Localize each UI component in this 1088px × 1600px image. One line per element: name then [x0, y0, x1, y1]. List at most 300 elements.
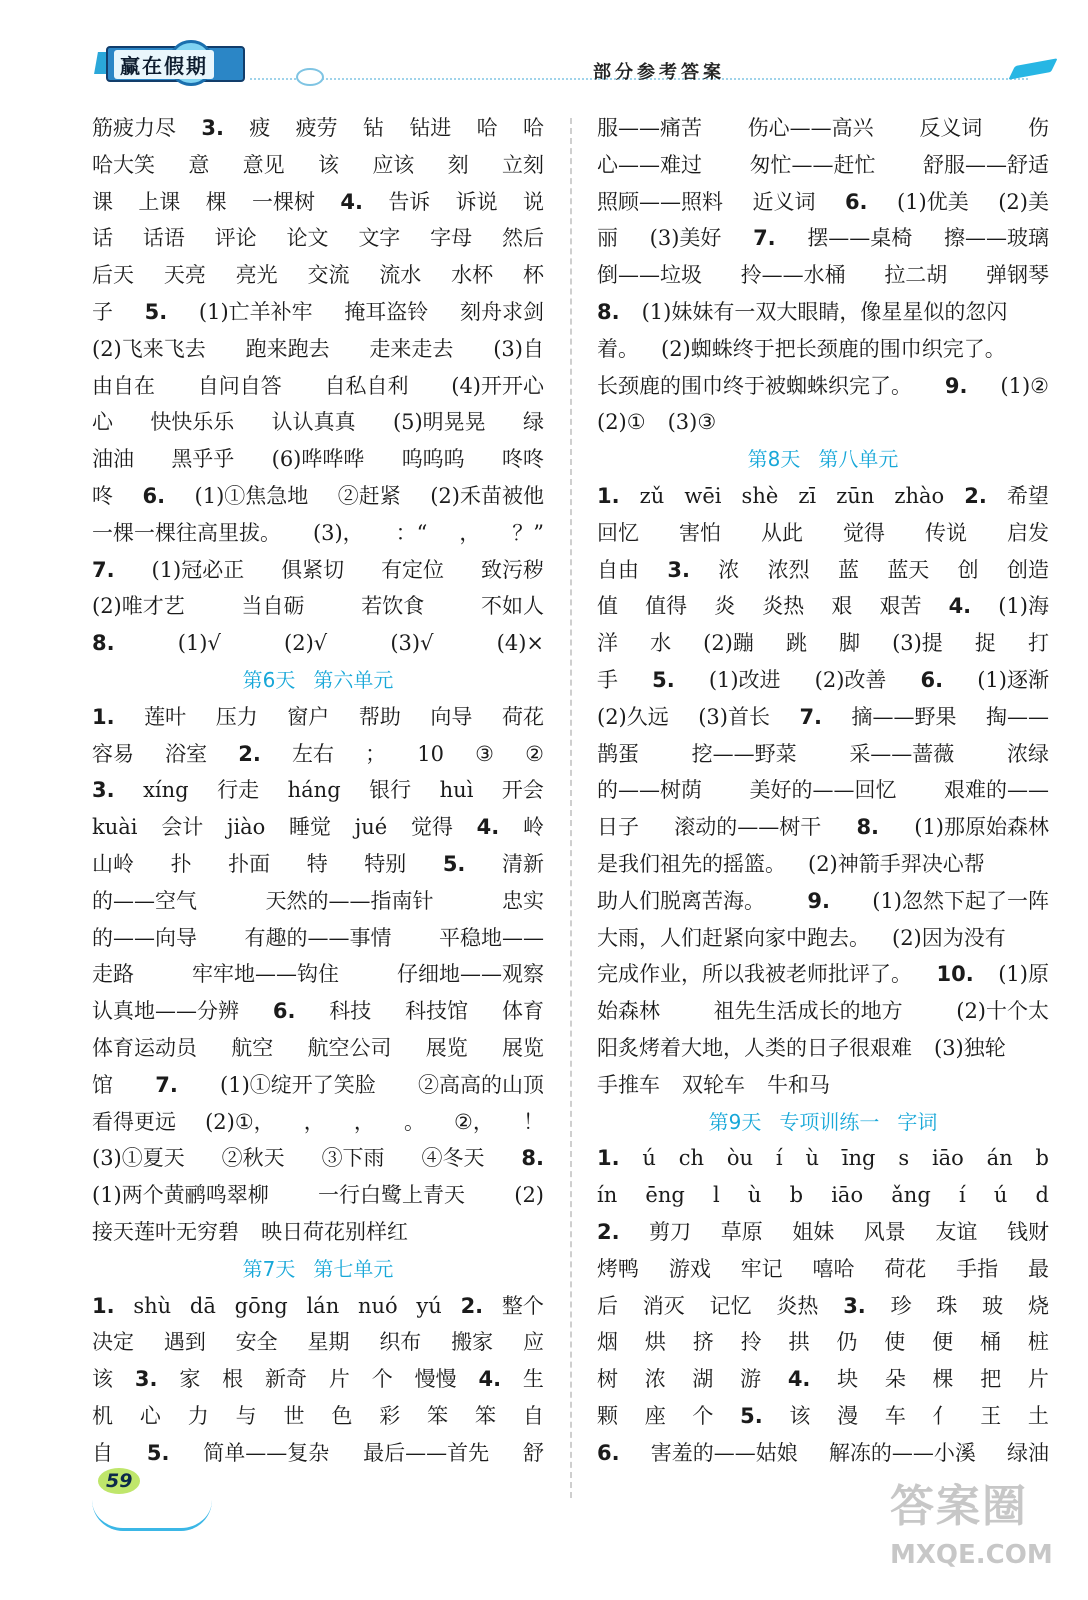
answer-token: ； [365, 741, 387, 766]
answer-token: (3)自 [493, 336, 544, 361]
answer-token: 织布 [379, 1330, 422, 1355]
answer-token: 筋疲力尽 [92, 116, 176, 140]
answer-token: 应该 [372, 152, 415, 177]
answer-line [92, 110, 544, 147]
answer-token: 浴室 [165, 741, 208, 766]
answer-token: 滚动的——树干 [674, 815, 822, 840]
answer-token: 走路 [92, 962, 134, 987]
answer-token: 上课 [138, 189, 181, 214]
answer-token: (1)原 [998, 962, 1049, 987]
answer-token: 是我们祖先的摇篮。 [597, 851, 786, 876]
answer-token: 脚 [839, 631, 860, 656]
question-number: 6. [142, 483, 166, 508]
answer-token: 使 [884, 1330, 906, 1355]
answer-token: 银行 [369, 778, 412, 803]
answer-token: ②秋天 [221, 1146, 285, 1171]
answer-token: (3)①夏天 [92, 1146, 185, 1171]
answer-token: 岭 [522, 815, 544, 840]
answer-token: 科技 [329, 999, 372, 1024]
answer-token: 哈 [523, 116, 544, 140]
answer-token: (3)独轮 [934, 1035, 1006, 1060]
answer-token: 记忆 [709, 1293, 752, 1318]
answer-token: 意见 [242, 152, 285, 177]
answer-token: 风景 [863, 1219, 906, 1244]
answer-token: 新奇 [265, 1367, 308, 1392]
question-number: 6. [597, 1440, 620, 1465]
answer-token: 课 [92, 189, 113, 214]
question-number: 4. [787, 1367, 811, 1392]
answer-token: 草原 [720, 1219, 763, 1244]
answer-token: 烟 [597, 1330, 618, 1355]
answer-token: 字母 [430, 226, 473, 251]
section-heading [92, 1251, 544, 1288]
answer-token: zǔ [639, 483, 665, 508]
answer-token: 清新 [501, 851, 544, 876]
answer-token: 帮助 [358, 704, 401, 729]
answer-line [597, 1251, 1049, 1288]
answer-token: ③下雨 [321, 1146, 385, 1171]
answer-token: 亻 [932, 1403, 954, 1428]
question-number: 1. [597, 483, 620, 508]
answer-token: 立刻 [501, 152, 544, 177]
answer-token: ú [993, 1183, 1008, 1208]
answer-token: 力 [187, 1403, 209, 1428]
answer-token: 走来走去 [369, 336, 454, 361]
answer-token: 拉二胡 [884, 263, 948, 288]
answer-token: 特 [306, 851, 328, 876]
answer-token: ② [525, 741, 544, 766]
answer-token: (5)明晃晃 [392, 410, 486, 435]
answer-token: (2)久远 [597, 704, 669, 729]
answer-line [92, 478, 544, 515]
answer-token: 亮光 [235, 263, 278, 288]
answer-token: 开会 [501, 778, 544, 803]
answer-token: í [775, 1146, 783, 1171]
answer-token: 挤 [692, 1330, 714, 1355]
answer-token: 馆 [92, 1072, 113, 1097]
answer-token: 自 [92, 1440, 113, 1465]
answer-line [92, 331, 544, 368]
answer-token: 该 [317, 152, 339, 177]
answer-token: 体育运动员 [92, 1035, 197, 1060]
answer-line [597, 993, 1049, 1030]
answer-token: (1)①焦急地 [194, 483, 309, 508]
answer-token: 拎 [740, 1330, 762, 1355]
answer-token: wēi [684, 483, 722, 508]
answer-token: (2)① [597, 410, 646, 435]
answer-line [92, 368, 544, 405]
answer-token: 牢记 [740, 1256, 783, 1281]
answer-line [92, 1140, 544, 1177]
answer-token: 绿油 [1006, 1440, 1049, 1465]
answer-token: 挖——野菜 [691, 741, 797, 766]
answer-line [597, 110, 1049, 147]
question-number: 7. [753, 226, 776, 251]
answer-line [597, 883, 1049, 920]
answer-line [597, 220, 1049, 257]
answer-token: (1)逐渐 [977, 667, 1049, 692]
answer-token: 打 [1027, 631, 1049, 656]
answer-token: 最后——首先 [363, 1440, 490, 1465]
answer-token: 扑 [170, 851, 192, 876]
answer-token: 一行白鹭上青天 [318, 1183, 465, 1208]
answer-token: 跑来跑去 [245, 336, 330, 361]
answer-token: 摘——野果 [851, 704, 957, 729]
answer-line [597, 1288, 1049, 1325]
answer-token: 评论 [214, 226, 257, 251]
answer-token: 便 [932, 1330, 954, 1355]
question-number: 9. [944, 373, 968, 398]
answer-token: 航空 [231, 1035, 274, 1060]
answer-token: 左右 [292, 741, 335, 766]
logo-text: 赢在假期 [114, 50, 214, 79]
answer-token: 擦——玻璃 [943, 226, 1049, 251]
answer-token: 的——空气 [92, 888, 197, 913]
answer-token: 反义词 [919, 116, 983, 140]
answer-token: (2) [514, 1183, 544, 1208]
section-heading [597, 441, 1049, 478]
answer-token: 双轮车 [682, 1072, 745, 1097]
answer-line [92, 1030, 544, 1067]
answer-token: 湖 [692, 1367, 714, 1392]
answer-token: 采——蔷薇 [849, 741, 955, 766]
answer-line [597, 809, 1049, 846]
answer-token: 跳 [785, 631, 807, 656]
answer-token: b [789, 1183, 804, 1208]
answer-token: 漫 [837, 1403, 859, 1428]
answer-token: 认真地——分辨 [92, 999, 239, 1024]
answer-line [597, 736, 1049, 773]
answer-token: 服——痛苦 [597, 116, 702, 140]
answer-token: 有趣的——事情 [244, 925, 392, 950]
answer-token: 丽 [597, 226, 618, 251]
answer-token: ③ [475, 741, 494, 766]
header-oval-ornament [296, 68, 324, 86]
answer-token: 玻 [982, 1293, 1004, 1318]
answer-line [597, 368, 1049, 405]
answer-token: (3)提 [892, 631, 943, 656]
answer-token: 流水 [379, 263, 422, 288]
answer-token: zhào [894, 483, 945, 508]
answer-token: 第六单元 [313, 667, 394, 692]
question-number: 7. [155, 1072, 178, 1097]
page-header [0, 0, 1088, 100]
answer-token: 水 [650, 631, 672, 656]
answer-token: 桶 [980, 1330, 1001, 1355]
answer-token: 该 [92, 1367, 113, 1392]
answer-token: 害怕 [679, 520, 721, 545]
answer-token: huì [439, 778, 474, 803]
answer-line [597, 294, 1049, 331]
question-number: 3. [843, 1293, 866, 1318]
section-heading [92, 662, 544, 699]
page-number: 59 [98, 1468, 140, 1494]
question-number: 1. [92, 1293, 115, 1318]
answer-token: 呜呜呜 [401, 447, 465, 472]
answer-token: 黑乎乎 [171, 447, 235, 472]
answer-token: shù [133, 1293, 172, 1318]
answer-token: 根 [222, 1367, 244, 1392]
answer-line [597, 331, 1049, 368]
answer-token: l [713, 1183, 720, 1208]
answer-token: 钱财 [1006, 1219, 1049, 1244]
answer-token: (2)飞来飞去 [92, 336, 206, 361]
answer-token: jiào [226, 815, 266, 840]
answer-token: (1)改进 [708, 667, 781, 692]
answer-token: 捉 [974, 631, 996, 656]
answer-token: 个 [371, 1367, 393, 1392]
answer-token: 的——向导 [92, 925, 197, 950]
question-number: 3. [667, 557, 690, 582]
question-number: 2. [964, 483, 987, 508]
answer-token: 不如人 [481, 594, 544, 619]
question-number: 8. [597, 299, 620, 324]
answer-token: 莲叶 [144, 704, 187, 729]
answer-token: 与 [235, 1403, 257, 1428]
answer-token: 最 [1027, 1256, 1049, 1281]
answer-token: jué [354, 815, 388, 840]
answer-line [597, 662, 1049, 699]
answer-token: 彩 [379, 1403, 401, 1428]
answer-token: (1)优美 [897, 189, 969, 214]
answer-token: 日子 [597, 815, 639, 840]
answer-line [92, 1361, 544, 1398]
answer-token: 笨 [427, 1403, 449, 1428]
answer-token: īng [841, 1146, 876, 1171]
answer-token: iāo [831, 1183, 864, 1208]
answer-token: (1)冠必正 [151, 557, 245, 582]
answer-token: (2)唯才艺 [92, 594, 185, 619]
answer-token: ②高高的山顶 [418, 1072, 544, 1097]
question-number: 9. [807, 888, 830, 913]
answer-line [92, 441, 544, 478]
question-number: 5. [146, 1440, 170, 1465]
answer-token: 一棵一棵往高里拔。 [92, 520, 281, 545]
answer-token: 论文 [286, 226, 329, 251]
answer-token: d [1035, 1183, 1049, 1208]
answer-token: 刻 [447, 152, 469, 177]
answer-token: 浓绿 [1006, 741, 1049, 766]
answer-token: 然后 [501, 226, 544, 251]
answer-token: 忠实 [502, 888, 544, 913]
answer-token: 疲劳 [295, 116, 338, 140]
answer-token: 话 [92, 226, 113, 251]
answer-line [597, 1361, 1049, 1398]
answer-token: 天然的——指南针 [265, 888, 434, 913]
answer-token: 。 [403, 1109, 425, 1134]
question-number: 3. [134, 1367, 158, 1392]
answer-token: 觉得 [410, 815, 453, 840]
answer-token: 向导 [430, 704, 473, 729]
answer-token: 后 [597, 1293, 618, 1318]
answer-token: 嘻哈 [812, 1256, 855, 1281]
answer-token: 祖先生活成长的地方 [713, 999, 903, 1024]
answer-token: ch [678, 1146, 705, 1171]
answer-token: 致污秽 [480, 557, 544, 582]
answer-token: 弹钢琴 [985, 263, 1049, 288]
answer-token: 意 [188, 152, 210, 177]
answer-token: 钻进 [409, 116, 452, 140]
answer-token: (6)哗哗哗 [271, 447, 365, 472]
answer-token: 生 [522, 1367, 544, 1392]
answer-token: 车 [884, 1403, 906, 1428]
answer-token: (2)十个太 [956, 999, 1049, 1024]
answer-token: 由自在 [92, 373, 155, 398]
answer-token: 色 [331, 1403, 353, 1428]
answer-token: 俱紧切 [281, 557, 345, 582]
answer-line [597, 147, 1049, 184]
answer-token: 珍 [890, 1293, 912, 1318]
question-number: 10. [936, 962, 974, 987]
answer-line [597, 1398, 1049, 1435]
answer-line [92, 920, 544, 957]
answer-line [597, 1214, 1049, 1251]
answer-token: 字词 [897, 1109, 938, 1134]
answer-line [92, 883, 544, 920]
answer-column-right [597, 110, 1049, 1471]
answer-token: 睡觉 [289, 815, 332, 840]
answer-token: án [986, 1146, 1013, 1171]
answer-line [92, 809, 544, 846]
answer-token: iāo [931, 1146, 964, 1171]
answer-token: (4)开开心 [451, 373, 544, 398]
answer-token: 棵 [205, 189, 227, 214]
answer-token: ②赶紧 [337, 483, 401, 508]
question-number: 2. [238, 741, 261, 766]
answer-token: 艰苦 [879, 594, 922, 619]
answer-line [92, 699, 544, 736]
answer-line [92, 1435, 544, 1472]
answer-line [92, 184, 544, 221]
answer-token: 牛和马 [767, 1072, 830, 1097]
answer-token: 剪刀 [649, 1219, 692, 1244]
answer-token: 座 [644, 1403, 666, 1428]
answer-token: (1)那原始森林 [914, 815, 1049, 840]
answer-token: (2)蹦 [703, 631, 754, 656]
answer-token: (2)神箭手羿决心帮 [808, 851, 985, 876]
answer-token: 自 [522, 1403, 544, 1428]
answer-token: 自私自利 [324, 373, 409, 398]
answer-token: 浓烈 [767, 557, 810, 582]
answer-token: (3)， [312, 520, 364, 545]
answer-token: 从此 [761, 520, 803, 545]
answer-token: xíng [143, 778, 189, 803]
question-number: 7. [92, 557, 115, 582]
answer-token: 专项训练一 [779, 1109, 880, 1134]
question-number: 3. [92, 778, 115, 803]
answer-token: (1)忽然下起了一阵 [872, 888, 1049, 913]
answer-token: 珠 [936, 1293, 958, 1318]
answer-token: gōng [234, 1293, 288, 1318]
answer-line [92, 257, 544, 294]
answer-token: 第八单元 [818, 447, 899, 472]
answer-token: 美好的——回忆 [749, 778, 897, 803]
answer-token: 解冻的——小溪 [828, 1440, 976, 1465]
answer-token: 牢牢地——钩住 [192, 962, 339, 987]
question-number: 4. [948, 594, 972, 619]
answer-token: 哈大笑 [92, 152, 155, 177]
answer-token: 告诉 [388, 189, 431, 214]
answer-token: 摆——桌椅 [807, 226, 913, 251]
answer-token: 传说 [925, 520, 967, 545]
answer-line [597, 478, 1049, 515]
answer-token: 说 [523, 189, 544, 214]
answer-token: háng [287, 778, 341, 803]
answer-token: 快快乐乐 [150, 410, 235, 435]
answer-token: 后天 [92, 263, 134, 288]
answer-token: 展览 [502, 1035, 544, 1060]
answer-token: 烤鸭 [597, 1256, 639, 1281]
answer-line [92, 993, 544, 1030]
answer-token: 天亮 [163, 263, 206, 288]
answer-token: 荷花 [884, 1256, 927, 1281]
answer-token: (1)两个黄鹂鸣翠柳 [92, 1183, 269, 1208]
answer-token: 咚咚 [502, 447, 544, 472]
answer-line [597, 1067, 1049, 1104]
answer-token: 科技馆 [405, 999, 469, 1024]
answer-token: 油油 [92, 447, 134, 472]
question-number: 2. [460, 1293, 484, 1318]
answer-token: (3)首长 [698, 704, 770, 729]
answer-token: 希望 [1006, 483, 1049, 508]
answer-token: 蓝 [837, 557, 859, 582]
answer-token: 舒 [522, 1440, 544, 1465]
answer-token: 桩 [1027, 1330, 1049, 1355]
answer-token: 心 [92, 410, 113, 435]
answer-token: nuó [357, 1293, 398, 1318]
answer-line [92, 1104, 544, 1141]
answer-line [92, 772, 544, 809]
answer-token: 仔细地——观察 [397, 962, 544, 987]
answer-token: 水杯 [451, 263, 494, 288]
answer-token: 当自砺 [241, 594, 305, 619]
answer-token: 完成作业，所以我被老师批评了。 [597, 962, 912, 987]
answer-token: 第七单元 [313, 1256, 394, 1281]
answer-token: 咚 [92, 483, 113, 508]
answer-token: 浓 [718, 557, 740, 582]
answer-token: 拎——水桶 [740, 263, 846, 288]
answer-line [92, 294, 544, 331]
answer-token: 平稳地—— [439, 925, 544, 950]
answer-token: 阳炙烤着大地，人类的日子很艰难 [597, 1035, 912, 1060]
answer-token: (3)③ [667, 410, 717, 435]
answer-token: 大雨，人们赶紧向家中跑去。 [597, 925, 870, 950]
answer-token: 土 [1027, 1403, 1049, 1428]
answer-token: ， [459, 520, 481, 545]
answer-token: 匆忙——赶忙 [749, 152, 876, 177]
answer-token: 手指 [956, 1256, 999, 1281]
question-number: 6. [844, 189, 868, 214]
answer-token: ， [353, 1109, 375, 1134]
answer-line [92, 588, 544, 625]
answer-token: 荷花 [501, 704, 544, 729]
answer-token: 机 [92, 1403, 113, 1428]
answer-token: 仍 [836, 1330, 858, 1355]
answer-line [92, 220, 544, 257]
question-number: 1. [92, 704, 115, 729]
watermark-site: MXQE.COM [890, 1540, 1053, 1570]
answer-token: 拱 [788, 1330, 810, 1355]
answer-line [597, 184, 1049, 221]
answer-line [92, 515, 544, 552]
answer-token: ǎng [891, 1183, 931, 1208]
answer-line [597, 846, 1049, 883]
answer-line [597, 772, 1049, 809]
answer-token: 烧 [1027, 1293, 1049, 1318]
answer-token: (4)× [496, 631, 544, 656]
answer-token: 认认真真 [271, 410, 356, 435]
answer-token: 压力 [215, 704, 258, 729]
